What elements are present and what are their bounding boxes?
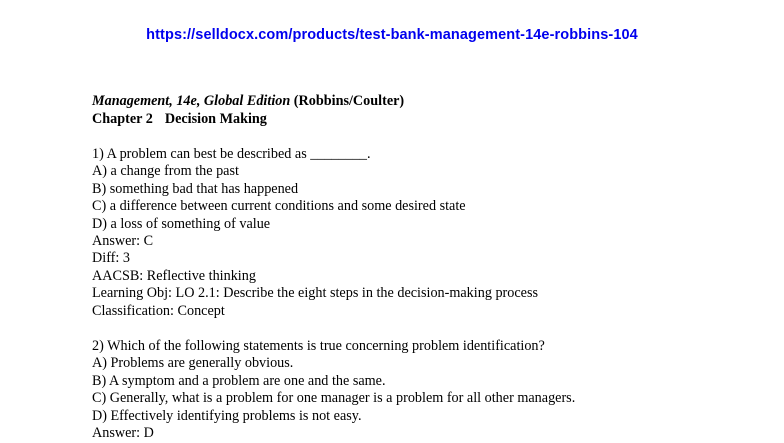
option-c: C) Generally, what is a problem for one manager is a problem for all other managers.	[92, 390, 576, 407]
chapter-title: Decision Making	[164, 110, 267, 127]
document-page	[92, 93, 752, 443]
answer: Answer: C	[92, 233, 154, 250]
question-1	[92, 146, 752, 320]
option-b: B) something bad that has happened	[92, 180, 299, 197]
option-c: C) a difference between current conditions and some desired state	[92, 198, 466, 215]
question-2	[92, 338, 752, 442]
book-title: Management, 14e, Global Edition	[92, 93, 291, 109]
option-a: A) Problems are generally obvious.	[92, 355, 294, 372]
classification: Classification: Concept	[92, 302, 225, 319]
option-d: D) a loss of something of value	[92, 215, 271, 232]
option-b: B) A symptom and a problem are one and the same.	[92, 372, 386, 389]
chapter-heading	[92, 111, 752, 129]
learning-objective: Learning Obj: LO 2.1: Describe the eight steps in the decision-making process	[92, 285, 539, 302]
difficulty: Diff: 3	[92, 250, 130, 267]
option-a: A) a change from the past	[92, 163, 239, 180]
source-url-link[interactable]: https://selldocx.com/products/test-bank-management-14e-robbins-104	[146, 27, 638, 43]
chapter-label: Chapter 2	[92, 110, 153, 127]
question-stem: 1) A problem can best be described as ________.	[92, 146, 371, 162]
book-heading	[92, 93, 752, 111]
aacsb: AACSB: Reflective thinking	[92, 267, 256, 284]
question-stem: 2) Which of the following statements is true concerning problem identification?	[92, 338, 545, 355]
answer: Answer: D	[92, 425, 154, 442]
option-d: D) Effectively identifying problems is not easy.	[92, 407, 362, 424]
book-authors: (Robbins/Coulter)	[293, 93, 405, 109]
